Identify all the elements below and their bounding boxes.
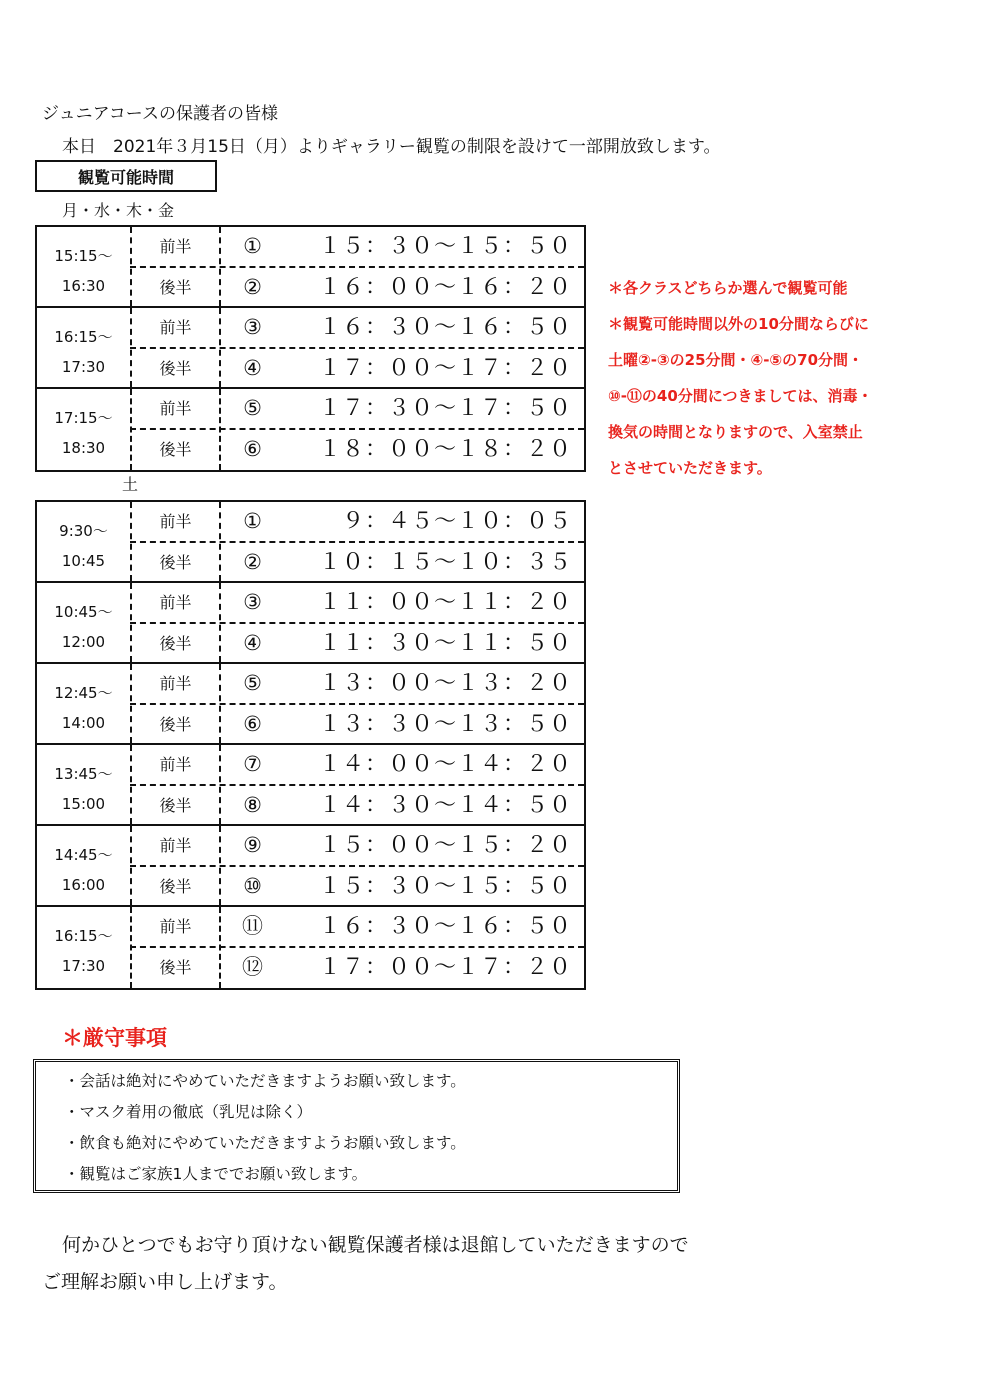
slot-number: ⑥ — [243, 437, 263, 461]
slot-number: ⑥ — [243, 712, 263, 736]
viewing-slot — [233, 308, 572, 347]
second-half-label: 後半 — [159, 634, 192, 653]
second-half-label: 後半 — [159, 958, 192, 977]
note-line: ⑩-⑪の40分間につきましては、消毒・ — [608, 387, 873, 405]
viewing-slot — [233, 227, 572, 266]
slot-time: １３：３０～１３：５０ — [318, 712, 572, 737]
closing-line-2: ご理解お願い申し上げます。 — [42, 1271, 288, 1293]
viewing-slot — [233, 624, 572, 663]
schedule-group — [37, 664, 584, 745]
slot-number: ② — [243, 550, 263, 574]
greeting: ジュニアコースの保護者の皆様 — [42, 104, 278, 124]
viewing-slot — [233, 430, 572, 469]
schedule-group — [37, 389, 584, 470]
slot-number: ⑨ — [243, 833, 263, 857]
slot-time: １５：３０～１５：５０ — [318, 234, 572, 259]
class-end-time: 12:00 — [61, 633, 106, 651]
schedule-group — [37, 227, 584, 308]
rule-item: ・マスク着用の徹底（乳児は除く） — [64, 1103, 313, 1121]
schedule-group — [37, 826, 584, 907]
slot-number: ⑪ — [242, 914, 264, 938]
slot-number: ③ — [243, 315, 263, 339]
slot-number: ③ — [243, 590, 263, 614]
slot-time: １８：００～１８：２０ — [318, 437, 572, 462]
weekday-schedule-table — [35, 225, 586, 472]
notes-block — [608, 270, 938, 486]
class-end-time: 17:30 — [61, 358, 106, 376]
note-line: 土曜②-③の25分間・④-⑤の70分間・ — [608, 351, 864, 369]
class-time-range — [37, 583, 130, 662]
viewing-slot — [233, 268, 572, 307]
saturday-schedule-table — [35, 500, 586, 990]
second-half-label: 後半 — [159, 796, 192, 815]
class-time-range — [37, 907, 130, 988]
viewing-slot — [233, 948, 572, 987]
class-end-time: 10:45 — [61, 552, 106, 570]
slot-time: １６：００～１６：２０ — [318, 275, 572, 300]
slot-time: １３：００～１３：２０ — [318, 671, 572, 696]
schedule-group — [37, 745, 584, 826]
schedule-group — [37, 502, 584, 583]
viewing-slot — [233, 786, 572, 825]
second-half-label: 後半 — [159, 359, 192, 378]
viewing-hours-title: 観覧可能時間 — [35, 160, 217, 192]
slot-time: １７：３０～１７：５０ — [318, 396, 572, 421]
slot-time: １５：３０～１５：５０ — [318, 874, 572, 899]
viewing-slot — [233, 349, 572, 388]
slot-time: １４：００～１４：２０ — [318, 752, 572, 777]
rule-item: ・観覧はご家族1人まででお願い致します。 — [64, 1165, 368, 1183]
slot-time: １７：００～１７：２０ — [318, 356, 572, 381]
closing-line-1: 何かひとつでもお守り頂けない観覧保護者様は退館していただきますので — [62, 1234, 689, 1256]
class-start-time: 17:15～ — [54, 409, 113, 427]
class-end-time: 16:30 — [61, 277, 106, 295]
first-half-label: 前半 — [159, 318, 192, 337]
first-half-label: 前半 — [159, 836, 192, 855]
slot-number: ④ — [243, 631, 263, 655]
first-half-label: 前半 — [159, 512, 192, 531]
weekday-label: 月・水・木・金 — [62, 201, 175, 220]
slot-time: １１：００～１１：２０ — [318, 590, 572, 615]
strict-rules-heading: ＊厳守事項 — [62, 1026, 167, 1050]
slot-time: １５：００～１５：２０ — [318, 833, 572, 858]
viewing-slot — [233, 389, 572, 428]
first-half-label: 前半 — [159, 593, 192, 612]
class-end-time: 14:00 — [61, 714, 106, 732]
class-end-time: 17:30 — [61, 957, 106, 975]
note-line: ＊観覧可能時間以外の10分間ならびに — [608, 315, 869, 333]
slot-number: ⑤ — [243, 671, 263, 695]
viewing-slot — [233, 907, 572, 946]
note-line: 換気の時間となりますので、入室禁止 — [608, 423, 863, 441]
class-start-time: 15:15～ — [54, 247, 113, 265]
class-start-time: 9:30～ — [59, 522, 108, 540]
first-half-label: 前半 — [159, 399, 192, 418]
slot-number: ④ — [243, 356, 263, 380]
slot-number: ① — [243, 509, 263, 533]
class-time-range — [37, 227, 130, 306]
schedule-group — [37, 308, 584, 389]
schedule-group — [37, 583, 584, 664]
slot-number: ① — [243, 234, 263, 258]
first-half-label: 前半 — [159, 917, 192, 936]
first-half-label: 前半 — [159, 237, 192, 256]
class-time-range — [37, 745, 130, 824]
slot-time: ９：４５～１０：０５ — [341, 509, 572, 534]
slot-time: １０：１５～１０：３５ — [318, 550, 572, 575]
slot-time: １１：３０～１１：５０ — [318, 631, 572, 656]
class-start-time: 10:45～ — [54, 603, 113, 621]
strict-rules-box — [33, 1059, 680, 1193]
slot-number: ⑫ — [242, 955, 264, 979]
schedule-group — [37, 907, 584, 988]
viewing-slot — [233, 745, 572, 784]
viewing-slot — [233, 583, 572, 622]
class-time-range — [37, 826, 130, 905]
viewing-slot — [233, 867, 572, 906]
second-half-label: 後半 — [159, 715, 192, 734]
class-end-time: 16:00 — [61, 876, 106, 894]
slot-number: ② — [243, 275, 263, 299]
second-half-label: 後半 — [159, 440, 192, 459]
second-half-label: 後半 — [159, 553, 192, 572]
class-time-range — [37, 308, 130, 387]
saturday-label: 土 — [122, 475, 139, 494]
note-line: とさせていただきます。 — [608, 459, 772, 477]
rule-item: ・会話は絶対にやめていただきますようお願い致します。 — [64, 1072, 466, 1090]
slot-time: １７：００～１７：２０ — [318, 955, 572, 980]
class-start-time: 13:45～ — [54, 765, 113, 783]
intro-text: 本日 2021年３月15日（月）よりギャラリー観覧の制限を設けて一部開放致します。 — [62, 137, 721, 157]
second-half-label: 後半 — [159, 278, 192, 297]
class-start-time: 14:45～ — [54, 846, 113, 864]
note-line: ＊各クラスどちらか選んで観覧可能 — [608, 279, 848, 297]
class-start-time: 16:15～ — [54, 328, 113, 346]
viewing-slot — [233, 826, 572, 865]
rule-item: ・飲食も絶対にやめていただきますようお願い致します。 — [64, 1134, 466, 1152]
viewing-slot — [233, 543, 572, 582]
second-half-label: 後半 — [159, 877, 192, 896]
class-start-time: 12:45～ — [54, 684, 113, 702]
slot-number: ⑩ — [243, 874, 263, 898]
first-half-label: 前半 — [159, 674, 192, 693]
slot-time: １４：３０～１４：５０ — [318, 793, 572, 818]
class-time-range — [37, 664, 130, 743]
first-half-label: 前半 — [159, 755, 192, 774]
slot-number: ⑤ — [243, 396, 263, 420]
class-time-range — [37, 502, 130, 581]
slot-time: １６：３０～１６：５０ — [318, 914, 572, 939]
slot-number: ⑦ — [243, 752, 263, 776]
viewing-slot — [233, 664, 572, 703]
class-end-time: 18:30 — [61, 439, 106, 457]
slot-time: １６：３０～１６：５０ — [318, 315, 572, 340]
class-end-time: 15:00 — [61, 795, 106, 813]
class-time-range — [37, 389, 130, 470]
viewing-slot — [233, 502, 572, 541]
slot-number: ⑧ — [243, 793, 263, 817]
class-start-time: 16:15～ — [54, 927, 113, 945]
viewing-slot — [233, 705, 572, 744]
